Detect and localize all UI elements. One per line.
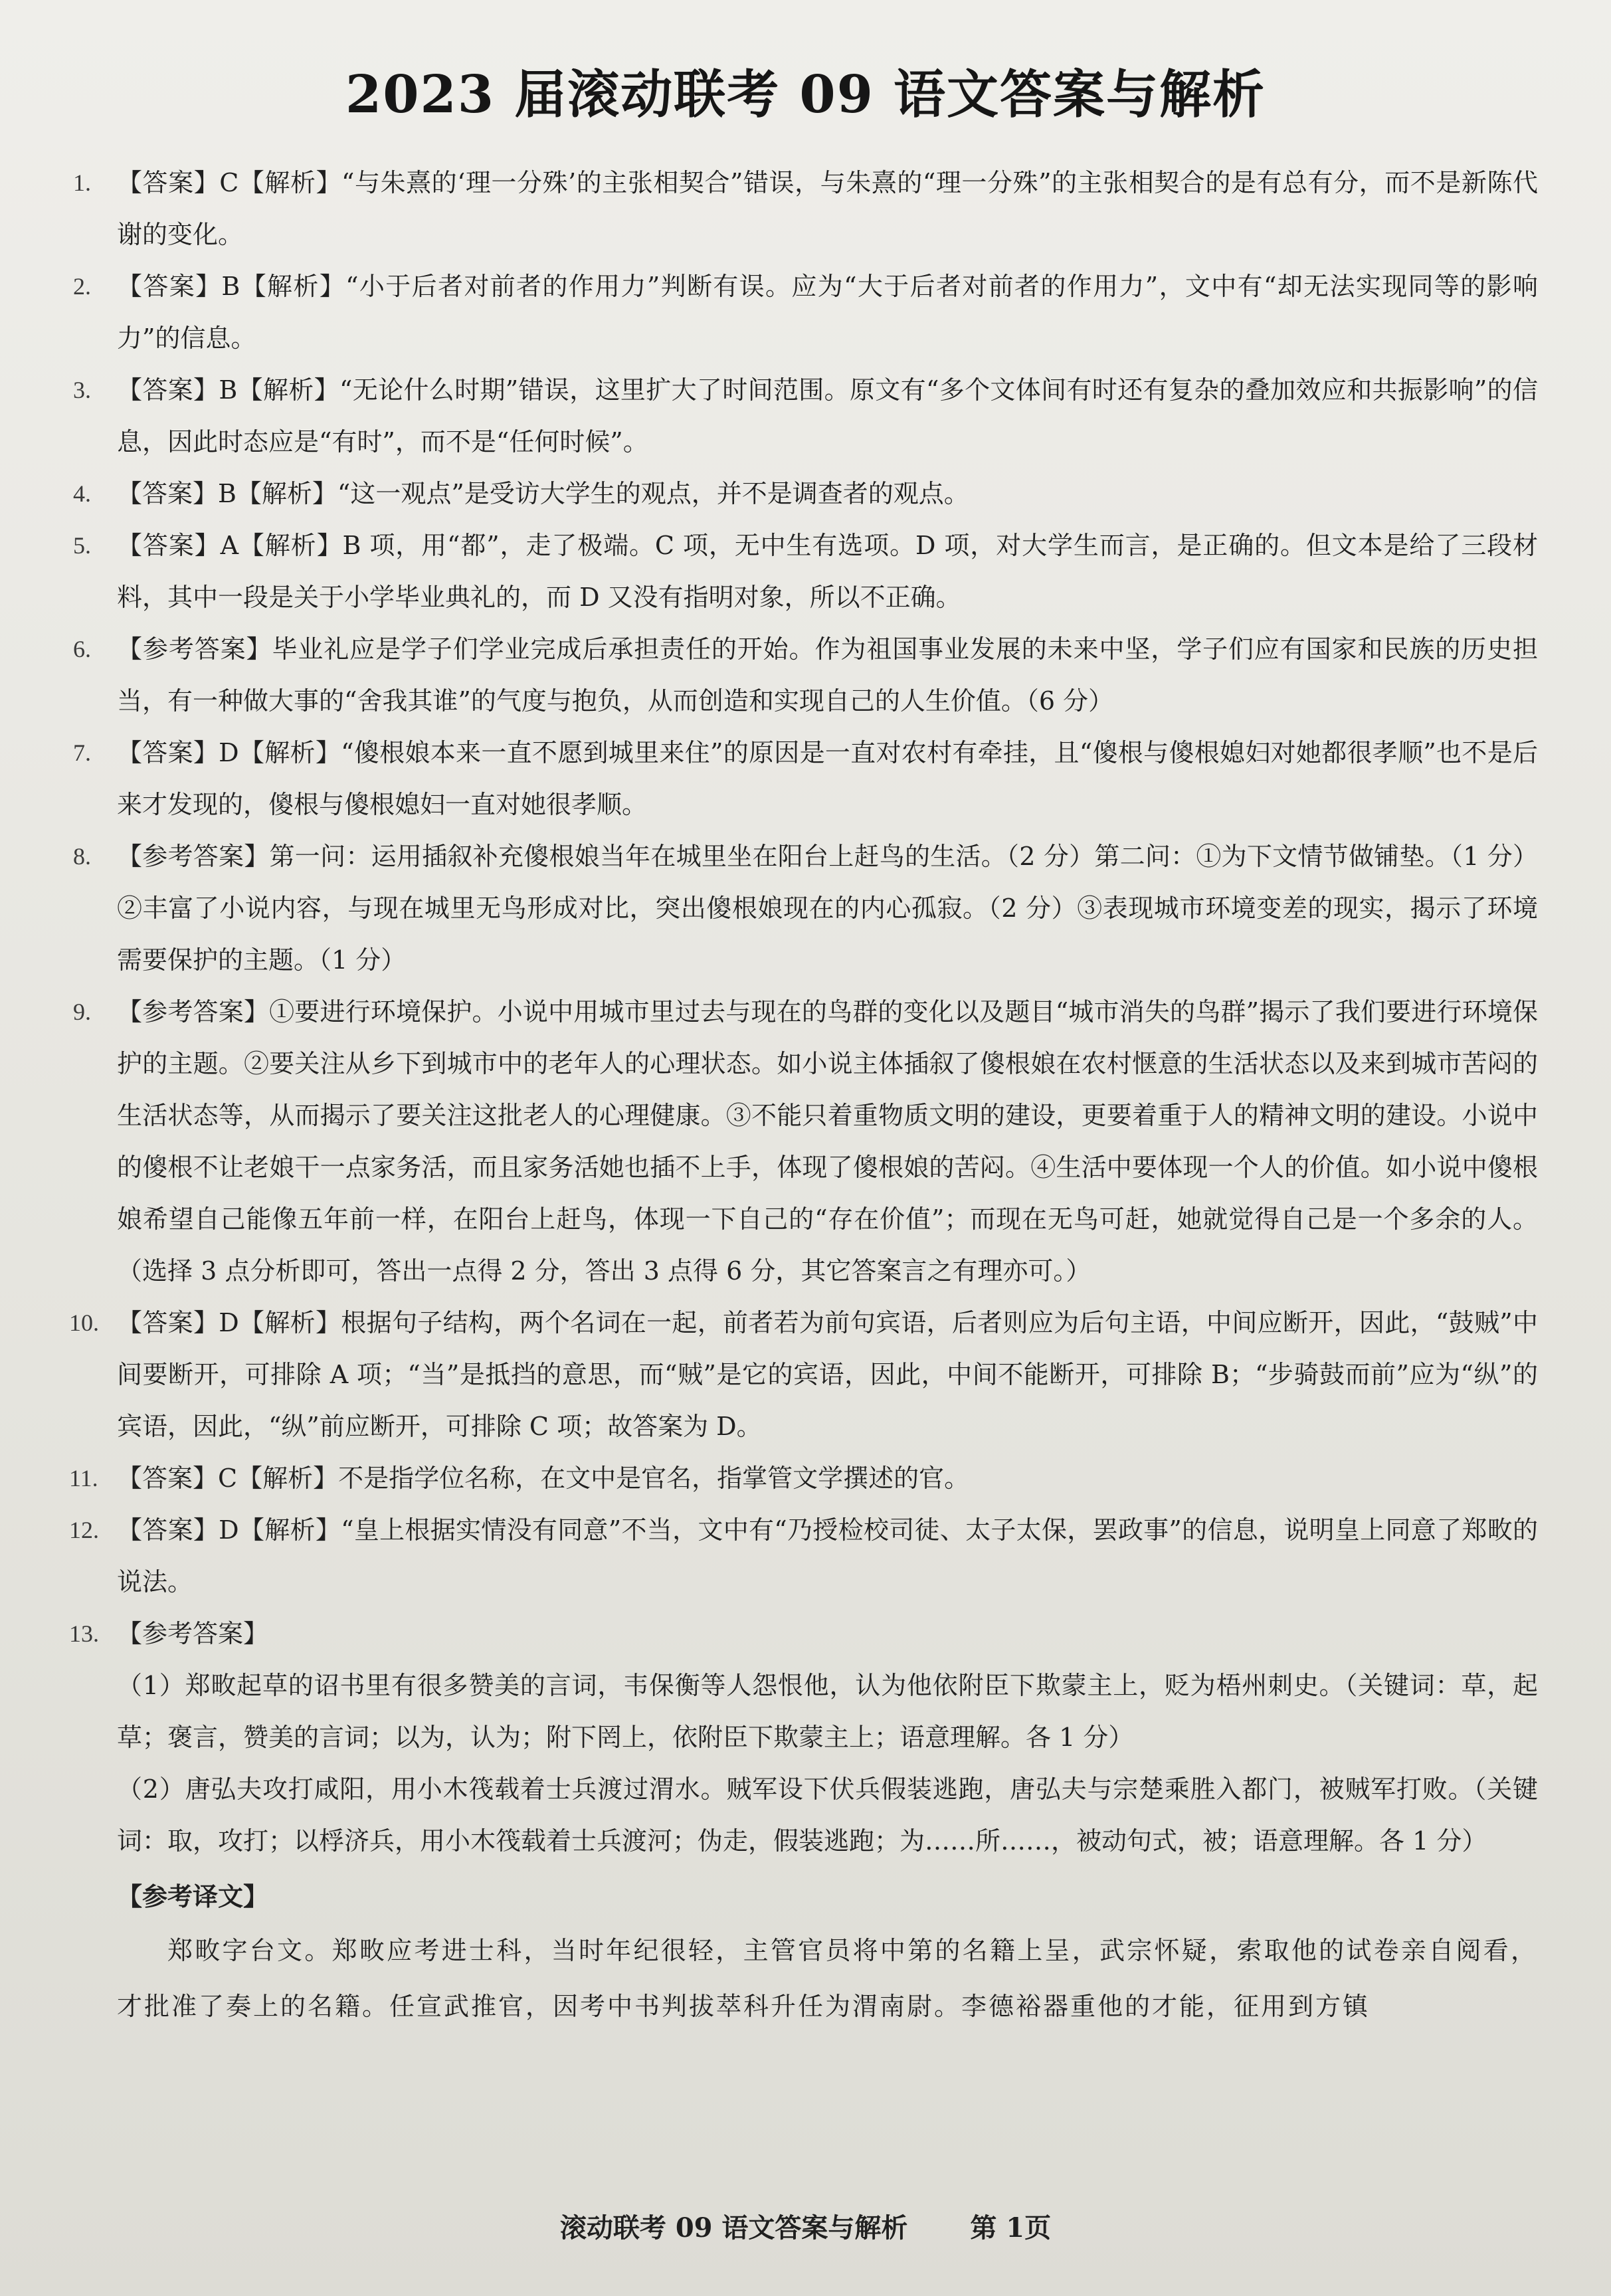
answer-item-7	[73, 727, 1538, 830]
item-text: 【参考答案】毕业礼应是学子们学业完成后承担责任的开始。作为祖国事业发展的未来中坚，学子们应有国家和民族的历史担当，有一种做大事的“舍我其谁”的气度与抱负，从而创造和实现自己的人生价值。（6 分）	[117, 634, 1538, 716]
answer-item-2	[73, 260, 1538, 364]
answer-item-4	[73, 468, 1538, 520]
answer-item-1	[73, 157, 1538, 260]
item-number: 13.	[69, 1620, 99, 1647]
footer-title: 滚动联考 09 语文答案与解析	[559, 2212, 908, 2244]
item-text: 【答案】B【解析】“小于后者对前者的作用力”判断有误。应为“大于后者对前者的作用力”，文中有“却无法实现同等的影响力”的信息。	[117, 272, 1538, 353]
item-number: 10.	[69, 1309, 99, 1336]
reference-translation-heading: 【参考译文】	[117, 1881, 269, 1911]
item-number: 3.	[73, 377, 91, 403]
item-text: 【参考答案】①要进行环境保护。小说中用城市里过去与现在的鸟群的变化以及题目“城市消失的鸟群”揭示了我们要进行环境保护的主题。②要关注从乡下到城市中的老年人的心理状态。如小说主体插叙了傻根娘在农村惬意的生活状态以及来到城市苦闷的生活状态等，从而揭示了要关注这批老人的心理健康。③不能只着重物质文明的建设，更要着重于人的精神文明的建设。小说中的傻根不让老娘干一点家务活，而且家务活她也插不上手，体现了傻根娘的苦闷。④生活中要体现一个人的价值。如小说中傻根娘希望自己能像五年前一样，在阳台上赶鸟，体现一下自己的“存在价值”；而现在无鸟可赶，她就觉得自己是一个多余的人。（选择 3 点分析即可，答出一点得 2 分，答出 3 点得 6 分，其它答案言之有理亦可。）	[117, 997, 1538, 1286]
item-text: 【答案】C【解析】“与朱熹的‘理一分殊’的主张相契合”错误，与朱熹的“理一分殊”的主张相契合的是有总有分，而不是新陈代谢的变化。	[117, 168, 1538, 249]
item-number: 7.	[73, 739, 91, 766]
answer-item-8	[73, 830, 1538, 986]
answer-13-part-2: （2）唐弘夫攻打咸阳，用小木筏载着士兵渡过渭水。贼军设下伏兵假装逃跑，唐弘夫与宗楚乘胜入都门，被贼军打败。（关键词：取，攻打；以桴济兵，用小木筏载着士兵渡河；伪走，假装逃跑；为……所……，被动句式，被；语意理解。各 1 分）	[117, 1774, 1538, 1856]
item-text: 【答案】D【解析】根据句子结构，两个名词在一起，前者若为前句宾语，后者则应为后句主语，中间应断开，因此，“鼓贼”中间要断开，可排除 A 项；“当”是抵挡的意思，而“贼”是它的宾语，因此，中间不能断开，可排除 B；“步骑鼓而前”应为“纵”的宾语，因此，“纵”前应断开，可排除 C 项；故答案为 D。	[117, 1308, 1538, 1441]
answer-item-12	[69, 1504, 1538, 1608]
item-number: 6.	[73, 636, 91, 662]
item-text: 【答案】D【解析】“皇上根据实情没有同意”不当，文中有“乃授检校司徒、太子太保，罢政事”的信息，说明皇上同意了郑畋的说法。	[117, 1515, 1538, 1596]
item-text: 【答案】A【解析】B 项，用“都”，走了极端。C 项，无中生有选项。D 项，对大学生而言，是正确的。但文本是给了三段材料，其中一段是关于小学毕业典礼的，而 D 又没有指明对象，所以不正确。	[117, 531, 1538, 612]
item-number: 2.	[73, 273, 91, 300]
item-number: 8.	[73, 843, 91, 870]
item-number: 5.	[73, 532, 91, 559]
item-number: 12.	[69, 1517, 99, 1543]
item-text: 【参考答案】第一问：运用插叙补充傻根娘当年在城里坐在阳台上赶鸟的生活。（2 分）第二问：①为下文情节做铺垫。（1 分）②丰富了小说内容，与现在城里无鸟形成对比，突出傻根娘现在的内心孤寂。（2 分）③表现城市环境变差的现实，揭示了环境需要保护的主题。（1 分）	[117, 842, 1538, 975]
answer-item-13	[69, 1608, 1538, 1660]
answer-item-10	[69, 1297, 1538, 1452]
item-text: 【答案】C【解析】不是指学位名称，在文中是官名，指掌管文学撰述的官。	[117, 1464, 970, 1493]
answer-list	[69, 157, 1538, 1867]
answer-13-part-1: （1）郑畋起草的诏书里有很多赞美的言词，韦保衡等人怨恨他，认为他依附臣下欺蒙主上，贬为梧州刺史。（关键词：草，起草；褒言，赞美的言词；以为，认为；附下罔上，依附臣下欺蒙主上；语意理解。各 1 分）	[117, 1671, 1538, 1752]
reference-translation-text: 郑畋字台文。郑畋应考进士科，当时年纪很轻，主管官员将中第的名籍上呈，武宗怀疑，索取他的试卷亲自阅看，才批准了奏上的名籍。任宣武推官，因考中书判拔萃科升任为渭南尉。李德裕器重他的才能，征用到方镇	[117, 1936, 1538, 2021]
item-number: 11.	[69, 1465, 98, 1491]
item-number: 1.	[73, 169, 91, 196]
item-text: 【答案】B【解析】“无论什么时期”错误，这里扩大了时间范围。原文有“多个文体间有时还有复杂的叠加效应和共振影响”的信息，因此时态应是“有时”，而不是“任何时候”。	[117, 375, 1538, 456]
item-text: 【答案】B【解析】“这一观点”是受访大学生的观点，并不是调查者的观点。	[117, 479, 969, 508]
answer-item-9	[73, 986, 1538, 1297]
footer-page-number: 第 1页	[970, 2212, 1052, 2244]
answer-item-3	[73, 364, 1538, 468]
answer-item-6	[73, 623, 1538, 727]
page-footer	[0, 2207, 1611, 2245]
item-text: 【参考答案】	[117, 1619, 269, 1648]
answer-item-5	[73, 520, 1538, 623]
item-number: 4.	[73, 480, 91, 507]
answer-item-11	[69, 1452, 1538, 1504]
page-title: 2023 届滚动联考 09 语文答案与解析	[345, 64, 1266, 125]
item-number: 9.	[73, 999, 91, 1025]
item-text: 【答案】D【解析】“傻根娘本来一直不愿到城里来住”的原因是一直对农村有牵挂，且“傻根与傻根媳妇对她都很孝顺”也不是后来才发现的，傻根与傻根媳妇一直对她很孝顺。	[117, 738, 1538, 819]
